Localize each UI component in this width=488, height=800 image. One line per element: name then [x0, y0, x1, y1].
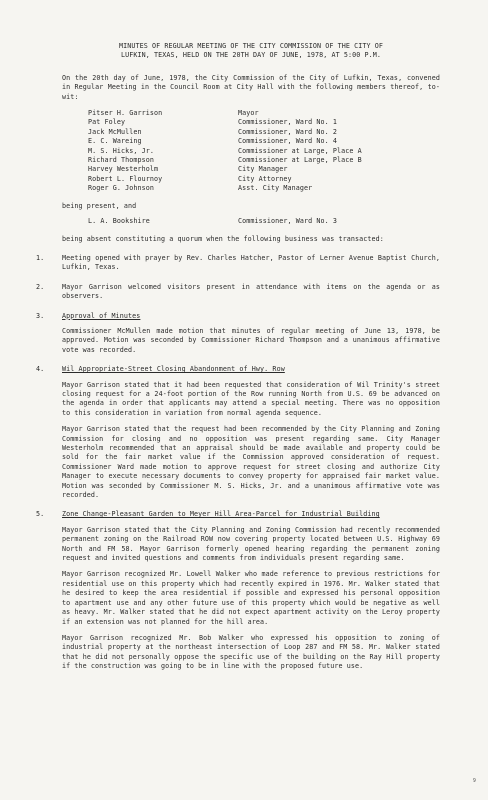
section-5-heading — [26, 510, 440, 519]
member-name: Pat Foley — [88, 118, 126, 127]
member-name: Pitser H. Garrison — [88, 109, 163, 118]
member-name: Harvey Westerholm — [88, 165, 159, 174]
member-row — [88, 118, 440, 127]
section-number: 4. — [36, 365, 45, 374]
member-name: M. S. Hicks, Jr. — [88, 146, 155, 155]
member-row — [88, 184, 440, 193]
member-position: Commissioner at Large, Place A — [238, 146, 362, 155]
section-5-paragraph-1: Mayor Garrison stated that the City Planning and Zoning Commission had recently recommended permanent zoning on the Railroad ROW now covering property located between U.S. Highway 69 North and FM 58. Mayor Garrison formerly opened hearing regarding the permanent zoning request and invited questions and comments from individuals present regarding same. — [62, 525, 440, 563]
member-position: City Manager — [238, 165, 288, 174]
section-3-text: Commissioner McMullen made motion that minutes of regular meeting of June 13, 1978, be approved. Motion was seconded by Commissioner Richard Thompson and a unanimous affirmative vote was recorded. — [62, 326, 440, 354]
member-position: Commissioner, Ward No. 2 — [238, 127, 338, 136]
member-name: Jack McMullen — [88, 127, 142, 136]
member-position: Commissioner, Ward No. 4 — [238, 137, 338, 146]
absent-member — [88, 217, 440, 226]
member-row — [88, 109, 440, 118]
section-number: 3. — [36, 311, 45, 320]
members-roster — [88, 109, 440, 194]
member-position: Asst. City Manager — [238, 184, 313, 193]
member-row — [88, 175, 440, 184]
title-line-1: MINUTES OF REGULAR MEETING OF THE CITY COMMISSION OF THE CITY OF — [118, 42, 384, 50]
section-5-paragraph-2: Mayor Garrison recognized Mr. Lowell Walker who made reference to previous restrictions for residential use on this property which had recently expired in 1976. Mr. Walker stated that he desired to keep the area residential if possible and expressed his personal opposition to apartment use and any other future use of this property which would be negative as well as heavy. Mr. Walker stated that he did not expect apartment activity on the Leroy property if an extension was not planned for the hill area. — [62, 570, 440, 626]
member-position: Commissioner at Large, Place B — [238, 156, 362, 165]
absent-row — [88, 217, 440, 226]
section-title: Wil Appropriate-Street Closing Abandonment of Hwy. Row — [62, 365, 285, 374]
absent-position: Commissioner, Ward No. 3 — [238, 217, 338, 226]
section-4-paragraph-1: Mayor Garrison stated that it had been requested that consideration of Wil Trinity's street closing request for a 24-foot portion of the Row running North from U.S. 69 be advanced on the agenda in order that applicants may attend a special meeting. There was no opposition to this consideration in variation from normal agenda sequence. — [62, 380, 440, 417]
member-name: Roger G. Johnson — [88, 184, 155, 193]
minutes-title — [62, 42, 440, 61]
member-row — [88, 165, 440, 174]
member-name: Robert L. Flournoy — [88, 174, 163, 183]
intro-paragraph: On the 20th day of June, 1978, the City Commission of the City of Lufkin, Texas, convened in Regular Meeting in the Council Room at City Hall with the following members thereof, to-wit: — [62, 73, 440, 101]
section-4-paragraph-2: Mayor Garrison stated that the request had been recommended by the City Planning and Zoning Commission for closing and no opposition was present regarding same. City Manager Westerholm recommended that an appraisal should be made available and property could be sold for the fair market value if the Commission approved consideration of request. Commissioner Ward made motion to approve request for street closing and authorize City Manager to execute necessary documents to convey property for appraised fair market value. Motion was seconded by Commissioner M. S. Hicks, Jr. and a unanimous affirmative vote was recorded. — [62, 425, 440, 500]
member-name: E. C. Wareing — [88, 137, 142, 146]
section-5-paragraph-3: Mayor Garrison recognized Mr. Bob Walker who expressed his opposition to zoning of industrial property at the northeast intersection of Loop 287 and FM 58. Mr. Walker stated that he did not personally oppose the specific use of the building on the Ray Hill property if the construction was going to be in line with the proposed future use. — [62, 633, 440, 671]
section-title: Zone Change-Pleasant Garden to Meyer Hill Area-Parcel for Industrial Building — [62, 510, 380, 519]
member-row — [88, 137, 440, 146]
being-present-text: being present, and — [62, 201, 137, 210]
item-number: 1. — [36, 253, 45, 262]
section-title: Approval of Minutes — [62, 311, 141, 320]
title-line-2: LUFKIN, TEXAS, HELD ON THE 20TH DAY OF JUNE, 1978, AT 5:00 P.M. — [121, 51, 381, 60]
quorum-paragraph: being absent constituting a quorum when the following business was transacted: — [62, 234, 384, 243]
member-position: Commissioner, Ward No. 1 — [238, 118, 338, 127]
agenda-item-2 — [26, 283, 440, 302]
absent-name: L. A. Bookshire — [88, 217, 150, 226]
member-row — [88, 128, 440, 137]
agenda-item-1 — [26, 254, 440, 273]
member-row — [88, 156, 440, 165]
section-4-heading — [26, 365, 440, 374]
page-corner-mark: 9 — [472, 777, 476, 784]
member-name: Richard Thompson — [88, 156, 155, 165]
member-position: City Attorney — [238, 174, 292, 183]
section-3-heading — [26, 312, 440, 321]
member-position: Mayor — [238, 109, 259, 118]
item-number: 2. — [36, 282, 45, 291]
item-text: Mayor Garrison welcomed visitors present in attendance with items on the agenda or as observers. — [62, 282, 440, 301]
section-number: 5. — [36, 510, 45, 519]
member-row — [88, 147, 440, 156]
item-text: Meeting opened with prayer by Rev. Charles Hatcher, Pastor of Lerner Avenue Baptist Church, Lufkin, Texas. — [62, 253, 440, 272]
